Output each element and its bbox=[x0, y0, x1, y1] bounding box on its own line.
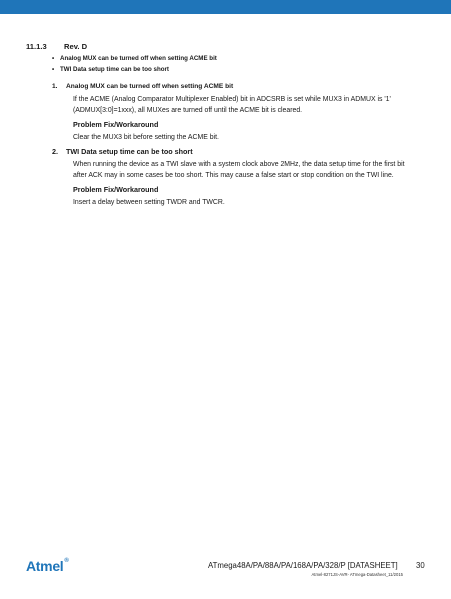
errata-summary-list bbox=[52, 53, 217, 75]
erratum-1 bbox=[52, 82, 412, 144]
list-item: • TWI Data setup time can be too short bbox=[52, 66, 169, 73]
erratum-description: If the ACME (Analog Comparator Multiplexer Enabled) bit in ADCSRB is set while MUX3 in ADMUX is '1' (ADMUX[3:0]=1xxx), all MUXes are turned off until the ACME bit is cleared. bbox=[73, 96, 391, 115]
bullet-icon: • bbox=[52, 55, 55, 62]
list-item: • Analog MUX can be turned off when setting ACME bit bbox=[52, 55, 217, 62]
atmel-logo: Atmel® bbox=[26, 558, 69, 574]
section-number: 11.1.3 bbox=[26, 42, 47, 51]
section-title: Rev. D bbox=[64, 42, 88, 51]
bullet-icon: • bbox=[52, 66, 55, 73]
fix-heading: Problem Fix/Workaround bbox=[73, 120, 159, 130]
erratum-2 bbox=[52, 147, 412, 209]
fix-text: Clear the MUX3 bit before setting the ACME bit. bbox=[73, 134, 219, 142]
header-bar bbox=[0, 0, 451, 14]
footer-doc-id: Atmel-8271JS-AVR- ATmega-Datasheet_11/2015 bbox=[311, 572, 403, 577]
fix-text: Insert a delay between setting TWDR and TWCR. bbox=[73, 199, 225, 207]
footer-title: ATmega48A/PA/88A/PA/168A/PA/328/P [DATASHEET] bbox=[208, 561, 398, 570]
fix-heading: Problem Fix/Workaround bbox=[73, 185, 159, 195]
erratum-title: 1. Analog MUX can be turned off when setting ACME bit bbox=[52, 83, 234, 90]
erratum-title: 2. TWI Data setup time can be too short bbox=[52, 147, 193, 156]
erratum-description: When running the device as a TWI slave with a system clock above 2MHz, the data setup time for the first bit after ACK may in some cases be too short. This may cause a false start or stop condition on the TWI line. bbox=[73, 161, 405, 180]
section-heading bbox=[26, 42, 87, 51]
page-number: 30 bbox=[416, 561, 425, 570]
